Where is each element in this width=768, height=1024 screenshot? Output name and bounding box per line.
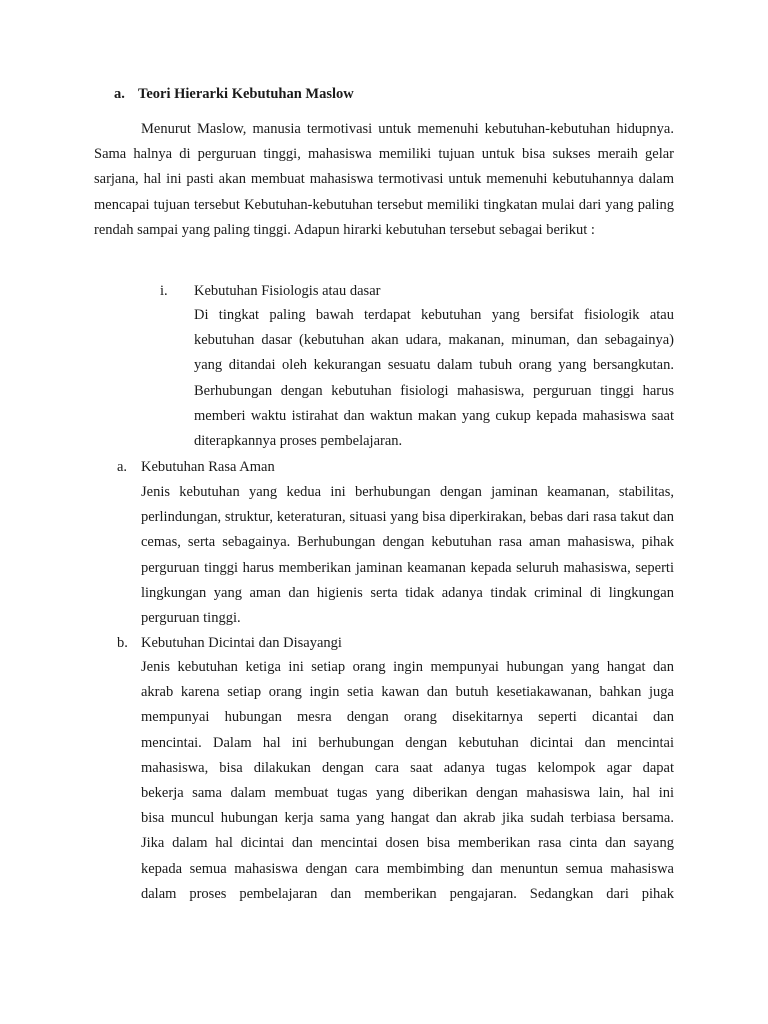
body-line: mencintai. Dalam hal ini berhubungan dengan kebutuhan dicintai dan mencintai <box>141 734 674 751</box>
list-item-marker: i. <box>160 283 168 299</box>
list-item-body: Jenis kebutuhan yang kedua ini berhubungan dengan jaminan keamanan, stabilitas, perlindungan, struktur, keteraturan, situasi yang bisa diperkirakan, bebas dari rasa takut dan cemas, serta sebagainya. Berhubungan dengan kebutuhan rasa aman mahasiswa, pihak perguruan tinggi harus memberikan jaminan keamanan kepada seluruh mahasiswa, seperti lingkungan yang aman dan higienis serta tidak adanya tindak criminal di lingkungan perguruan tinggi. <box>141 484 674 627</box>
section-heading-marker: a. <box>114 86 125 102</box>
list-item-body: Di tingkat paling bawah terdapat kebutuhan yang bersifat fisiologik atau kebutuhan dasar (kebutuhan akan udara, makanan, minuman, dan sebagainya) yang ditandai oleh kekurangan sesuatu dalam tubuh orang yang bersangkutan. Berhubungan dengan kebutuhan fisiologi mahasiswa, perguruan tinggi harus memberi waktu istirahat dan waktun makan yang cukup kepada mahasiswa saat diterapkannya proses pembelajaran. <box>194 307 674 450</box>
body-line: dalam proses pembelajaran dan memberikan pengajaran. Sedangkan dari pihak <box>141 885 674 902</box>
list-item-marker: b. <box>117 635 128 651</box>
list-item-marker: a. <box>117 459 128 475</box>
body-line: kepada semua mahasiswa dengan cara membimbing dan menuntun semua mahasiswa <box>141 860 674 877</box>
body-line: akrab karena setiap orang ingin setia kawan dan butuh kesetiakawanan, bahkan juga <box>141 684 674 701</box>
body-line: bekerja sama dalam membuat tugas yang diberikan dengan mahasiswa lain, hal ini <box>141 784 674 801</box>
list-item-title: Kebutuhan Fisiologis atau dasar <box>194 283 381 299</box>
body-line: bisa muncul hubungan kerja sama yang hangat dan akrab jika sudah terbiasa bersama. <box>141 810 674 827</box>
intro-paragraph: Menurut Maslow, manusia termotivasi untuk memenuhi kebutuhan-kebutuhan hidupnya. Sama halnya di perguruan tinggi, mahasiswa memiliki tujuan untuk bisa sukses meraih gelar sarjana, hal ini pasti akan membuat mahasiswa termotivasi untuk memenuhi kebutuhannya dalam mencapai tujuan tersebut Kebutuhan-kebutuhan tersebut memiliki tingkatan mulai dari yang paling rendah sampai yang paling tinggi. Adapun hirarki kebutuhan tersebut sebagai berikut : <box>94 121 674 238</box>
body-line: Jenis kebutuhan ketiga ini setiap orang ingin mempunyai hubungan yang hangat dan <box>141 659 674 675</box>
body-line: mempunyai hubungan mesra dengan orang disekitarnya seperti dicantai dan <box>141 709 674 726</box>
list-item-body <box>141 655 674 907</box>
list-item-title: Kebutuhan Rasa Aman <box>141 459 275 475</box>
section-heading <box>114 86 354 103</box>
body-line: mahasiswa, bisa dilakukan dengan cara saat adanya tugas kelompok agar dapat <box>141 759 674 776</box>
section-heading-title: Teori Hierarki Kebutuhan Maslow <box>138 86 354 102</box>
list-item-title: Kebutuhan Dicintai dan Disayangi <box>141 635 342 651</box>
body-line: Jika dalam hal dicintai dan mencintai dosen bisa memberikan rasa cinta dan sayang <box>141 835 674 852</box>
